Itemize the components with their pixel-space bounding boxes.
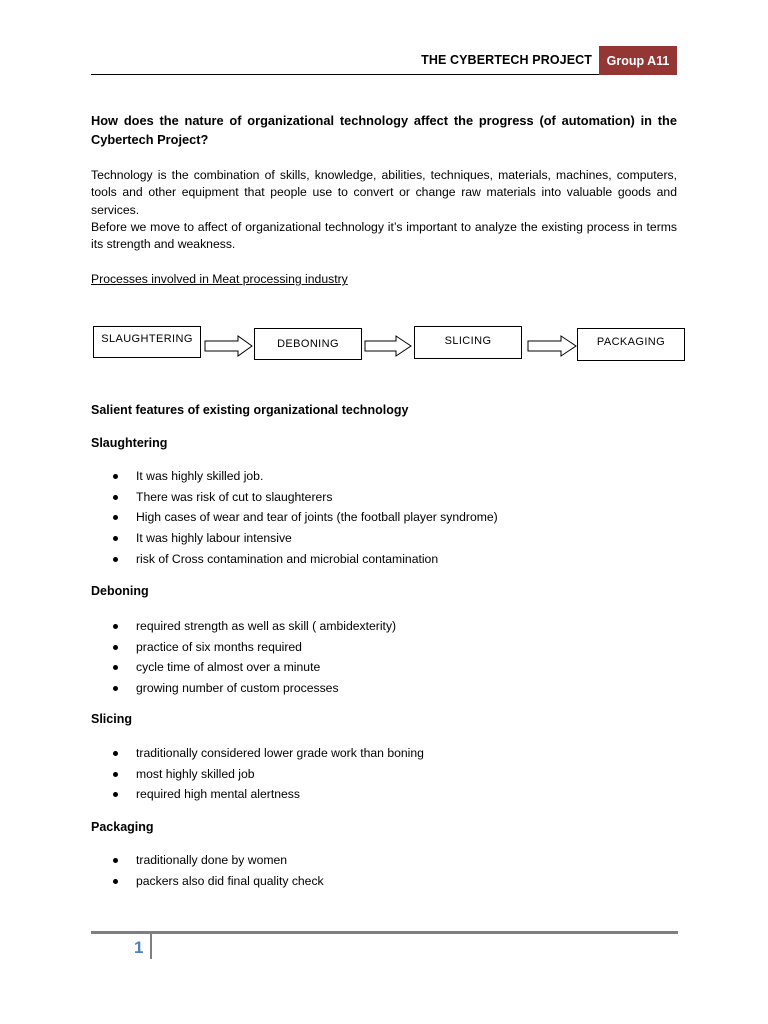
features-heading: Salient features of existing organizational technology xyxy=(91,403,409,417)
list-item xyxy=(91,487,498,508)
list-item xyxy=(91,871,324,892)
list-item xyxy=(91,657,396,678)
list-item-text: It was highly skilled job. xyxy=(136,469,264,483)
list-item xyxy=(91,764,424,785)
flow-arrow-3 xyxy=(527,335,579,357)
bullet-icon xyxy=(113,665,118,670)
list-item-text: required high mental alertness xyxy=(136,787,300,802)
bullet-icon xyxy=(113,686,118,691)
list-item xyxy=(91,850,324,871)
flow-box-slicing xyxy=(414,326,522,359)
bullet-icon xyxy=(113,792,118,797)
bullet-icon xyxy=(113,536,118,541)
list-item xyxy=(91,784,424,805)
bullet-icon xyxy=(113,474,118,479)
list-item-text: practice of six months required xyxy=(136,639,302,654)
list-item-text: packers also did final quality check xyxy=(136,873,324,888)
footer-rule xyxy=(91,931,678,934)
bullet-list-slicing xyxy=(91,743,424,805)
section-heading-packaging: Packaging xyxy=(91,820,154,834)
bullet-icon xyxy=(113,751,118,756)
list-item-text: High cases of wear and tear of joints (the football player syndrome) xyxy=(136,510,498,525)
bullet-icon xyxy=(113,772,118,777)
bullet-icon xyxy=(113,495,118,500)
flow-label-deboning: DEBONING xyxy=(277,338,339,350)
flow-label-slaughtering: SLAUGHTERING xyxy=(101,333,193,345)
list-item xyxy=(91,528,498,549)
list-item xyxy=(91,616,396,637)
section-heading-slaughtering: Slaughtering xyxy=(91,436,168,450)
list-item-text: required strength as well as skill ( ambidexterity) xyxy=(136,619,397,633)
flow-arrow-2 xyxy=(364,335,414,357)
bullet-icon xyxy=(113,879,118,884)
list-item-text: traditionally considered lower grade work than boning xyxy=(136,746,424,760)
list-item-text: most highly skilled job xyxy=(136,766,255,781)
flow-box-deboning xyxy=(254,328,362,360)
bullet-icon xyxy=(113,645,118,650)
page-number-separator xyxy=(150,934,152,959)
flow-arrow-1 xyxy=(204,335,254,357)
header-rule xyxy=(91,74,599,75)
section-heading-deboning: Deboning xyxy=(91,584,149,598)
paragraph-technology-definition: Technology is the combination of skills, knowledge, abilities, techniques, materials, machines, computers, tools and other equipment that people use to convert or change raw materials into valuable goods and services. xyxy=(91,168,677,217)
list-item-text: There was risk of cut to slaughterers xyxy=(136,489,333,504)
flow-box-packaging xyxy=(577,328,685,361)
list-item xyxy=(91,637,396,658)
list-item xyxy=(91,678,396,699)
flow-label-packaging: PACKAGING xyxy=(596,336,666,348)
bullet-list-packaging xyxy=(91,850,324,891)
list-item-text: risk of Cross contamination and microbial contamination xyxy=(136,551,439,566)
question-heading: How does the nature of organizational technology affect the progress (of automation) in the Cybertech Project? xyxy=(91,113,677,147)
process-heading: Processes involved in Meat processing industry xyxy=(91,272,348,286)
list-item xyxy=(91,466,498,487)
paragraph-analysis-intro: Before we move to affect of organizational technology it’s important to analyze the existing process in terms its strength and weakness. xyxy=(91,220,677,252)
bullet-icon xyxy=(113,624,118,629)
list-item-text: It was highly labour intensive xyxy=(136,531,292,546)
bullet-icon xyxy=(113,515,118,520)
list-item xyxy=(91,507,498,528)
group-badge: Group A11 xyxy=(599,46,677,75)
list-item-text: cycle time of almost over a minute xyxy=(136,660,321,675)
list-item-text: traditionally done by women xyxy=(136,853,288,867)
bullet-icon xyxy=(113,557,118,562)
bullet-list-slaughtering xyxy=(91,466,498,569)
list-item xyxy=(91,549,498,570)
bullet-icon xyxy=(113,858,118,863)
page-number: 1 xyxy=(134,938,144,957)
flow-label-slicing: SLICING xyxy=(444,335,492,347)
running-header-title: THE CYBERTECH PROJECT xyxy=(421,53,592,67)
section-heading-slicing: Slicing xyxy=(91,712,132,726)
list-item xyxy=(91,743,424,764)
list-item-text: growing number of custom processes xyxy=(136,681,339,696)
bullet-list-deboning xyxy=(91,616,396,699)
flow-box-slaughtering xyxy=(93,326,201,358)
